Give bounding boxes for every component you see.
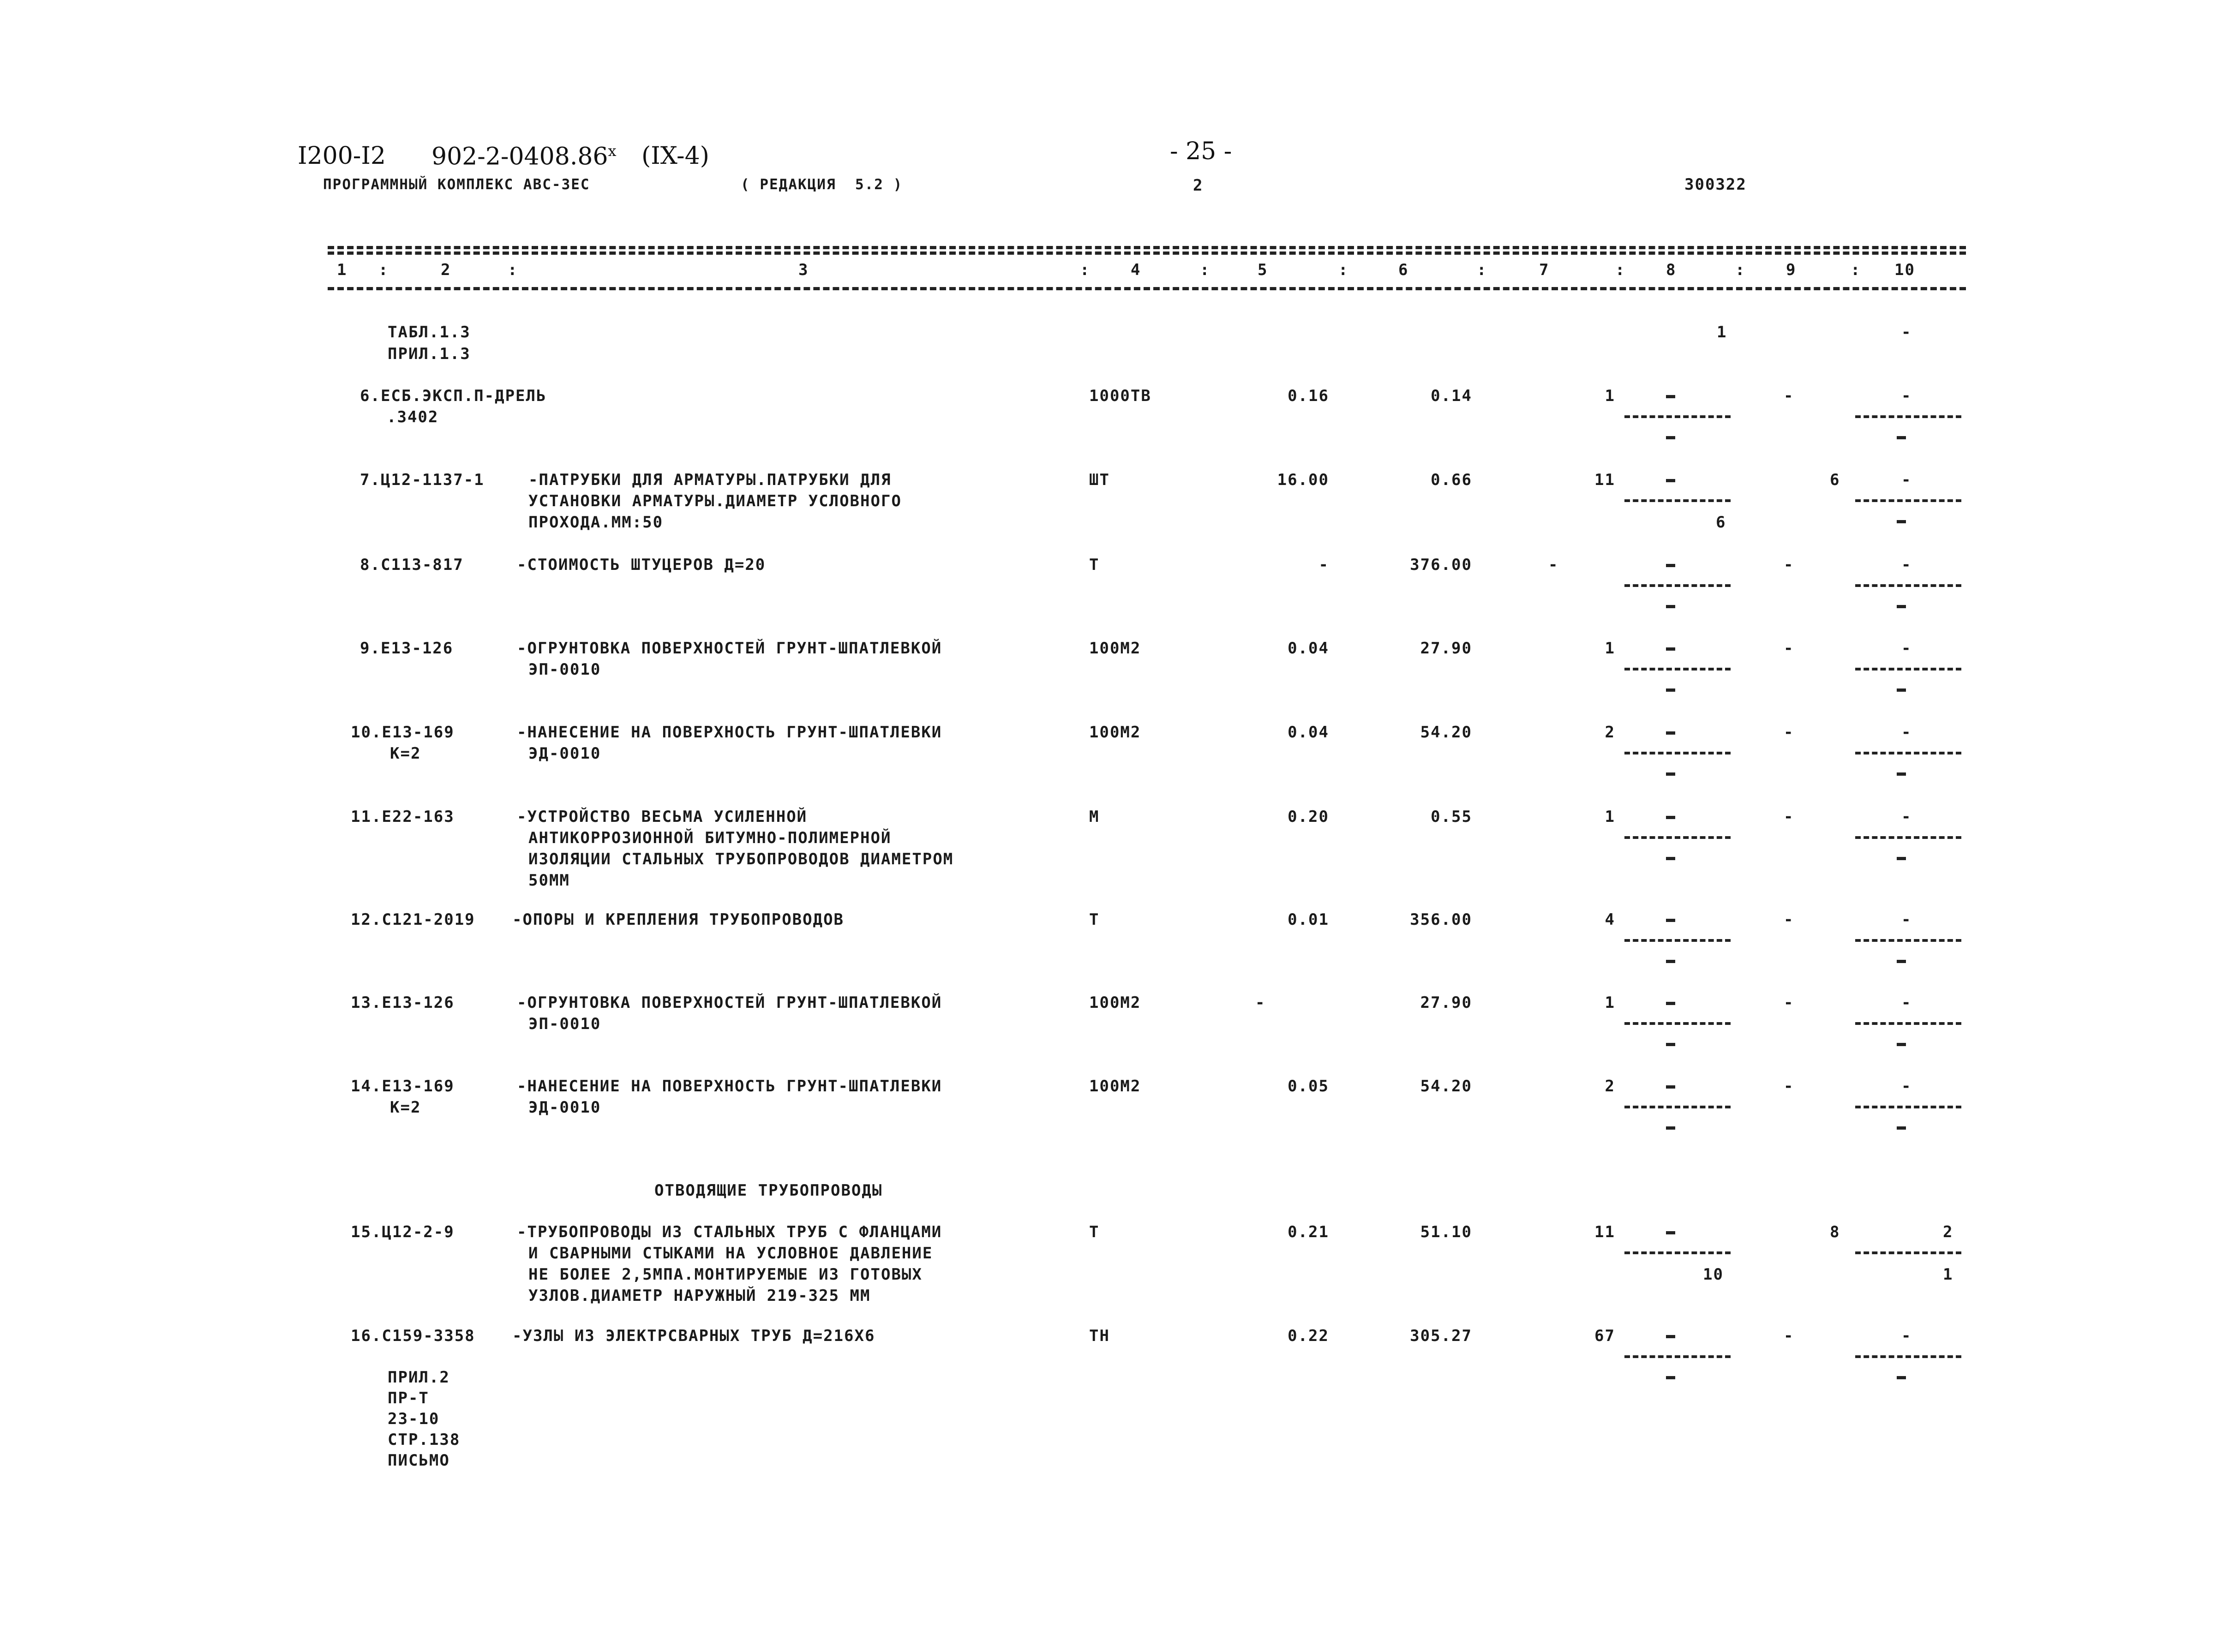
row-name-cont: АНТИКОРРОЗИОННОЙ БИТУМНО-ПОЛИМЕРНОЙ xyxy=(528,829,892,847)
fraction-bottom xyxy=(1897,436,1906,439)
sep: : xyxy=(1477,261,1487,279)
ref-line: ПР-Т xyxy=(388,1389,429,1407)
row-c10: - xyxy=(1901,471,1912,489)
row-qty: 0.16 xyxy=(1288,387,1329,405)
row-name-cont: ИЗОЛЯЦИИ СТАЛЬНЫХ ТРУБОПРОВОДОВ ДИАМЕТРОМ xyxy=(528,850,954,868)
fraction-bar xyxy=(1855,752,1961,754)
row-code-cont: К=2 xyxy=(390,1098,421,1117)
row-qty: 0.22 xyxy=(1288,1327,1329,1345)
doc-code: I200-I2 xyxy=(298,142,386,170)
fraction-bar xyxy=(1624,1022,1731,1025)
fraction-bar xyxy=(1624,1106,1731,1108)
sep: : xyxy=(1338,261,1349,279)
row-price: 356.00 xyxy=(1410,910,1472,929)
row-code: 7.Ц12-1137-1 xyxy=(360,471,485,489)
row-c9: - xyxy=(1784,556,1794,574)
fraction-top xyxy=(1666,479,1675,482)
col-6: 6 xyxy=(1398,261,1409,279)
fraction-bar xyxy=(1855,1251,1961,1254)
row-c9: - xyxy=(1784,387,1794,405)
row-unit: Т xyxy=(1089,910,1100,929)
row-c8-bottom: 6 xyxy=(1716,513,1726,532)
row-unit: Т xyxy=(1089,556,1100,574)
row-name: -УСТРОЙСТВО ВЕСЬМА УСИЛЕННОЙ xyxy=(517,808,808,826)
sep: : xyxy=(378,261,389,279)
fraction-bottom xyxy=(1897,1126,1906,1130)
ref-line: ПИСЬМО xyxy=(388,1451,450,1470)
fraction-bar xyxy=(1624,668,1731,670)
sep: : xyxy=(508,261,518,279)
page-number: - 25 - xyxy=(1170,138,1232,165)
fraction-bottom xyxy=(1666,1043,1675,1046)
row-name-cont: ЭП-0010 xyxy=(528,1015,601,1033)
project-number: 902-2-0408.86 xyxy=(431,143,608,171)
fraction-top xyxy=(1666,1231,1675,1234)
row-price: 27.90 xyxy=(1420,639,1472,658)
fraction-bar xyxy=(1624,836,1731,839)
row-code: 16.С159-3358 xyxy=(351,1327,475,1345)
row-qty: 0.04 xyxy=(1288,639,1329,658)
row-qty: 0.21 xyxy=(1288,1223,1329,1241)
row-price: 0.55 xyxy=(1431,808,1472,826)
row-name: -ОПОРЫ И КРЕПЛЕНИЯ ТРУБОПРОВОДОВ xyxy=(512,910,845,929)
fraction-bar xyxy=(1855,415,1961,418)
row-code-cont: .3402 xyxy=(387,408,439,426)
fraction-bottom xyxy=(1666,688,1675,692)
row-code: 11.Е22-163 xyxy=(351,808,455,826)
row-code: 14.Е13-169 xyxy=(351,1077,455,1095)
fraction-bottom xyxy=(1666,960,1675,963)
col-4: 4 xyxy=(1131,261,1141,279)
fraction-bottom xyxy=(1897,1376,1906,1379)
row-name-cont: НЕ БОЛЕЕ 2,5МПА.МОНТИРУЕМЫЕ ИЗ ГОТОВЫХ xyxy=(528,1265,923,1284)
row-qty: - xyxy=(1255,994,1266,1012)
row-name-cont: ЭД-0010 xyxy=(528,744,601,763)
row-c10: - xyxy=(1901,387,1912,405)
row-c10: - xyxy=(1901,723,1912,742)
row-c7: - xyxy=(1548,556,1559,574)
row-c7: 4 xyxy=(1605,910,1615,929)
row-c9: 6 xyxy=(1830,471,1840,489)
row-code: 15.Ц12-2-9 xyxy=(351,1223,455,1241)
row-c7: 1 xyxy=(1605,387,1615,405)
row-name-cont: И СВАРНЫМИ СТЫКАМИ НА УСЛОВНОЕ ДАВЛЕНИЕ xyxy=(528,1244,933,1263)
row-name-cont: ЭП-0010 xyxy=(528,660,601,679)
row-c9: - xyxy=(1784,808,1794,826)
fraction-bar xyxy=(1855,939,1961,942)
row-c10: - xyxy=(1901,808,1912,826)
col-9: 9 xyxy=(1786,261,1797,279)
row-c9: - xyxy=(1784,1327,1794,1345)
fraction-bottom xyxy=(1666,857,1675,860)
row-c10: - xyxy=(1901,994,1912,1012)
row-code: 6.ЕСБ.ЭКСП.П-ДРЕЛЬ xyxy=(360,387,547,405)
row-c10-bottom: 1 xyxy=(1943,1265,1953,1284)
row-price: 376.00 xyxy=(1410,556,1472,574)
col-1: 1 xyxy=(337,261,348,279)
row-price: 27.90 xyxy=(1420,994,1472,1012)
fraction-bottom xyxy=(1897,688,1906,692)
row-price: 54.20 xyxy=(1420,1077,1472,1095)
row-name-cont: 50ММ xyxy=(528,871,570,890)
sep: : xyxy=(1200,261,1210,279)
ref-line: ТАБЛ.1.3 xyxy=(388,323,471,341)
fraction-top xyxy=(1666,564,1675,567)
ref-line: СТР.138 xyxy=(388,1431,461,1449)
fraction-bar xyxy=(1624,584,1731,587)
row-c10: - xyxy=(1901,556,1912,574)
col-8: 8 xyxy=(1666,261,1677,279)
table-top-rule xyxy=(328,246,1966,249)
fraction-bar xyxy=(1855,1355,1961,1358)
row-unit: 100М2 xyxy=(1089,994,1141,1012)
edition: ( РЕДАКЦИЯ 5.2 ) xyxy=(741,176,903,193)
row-unit: 100М2 xyxy=(1089,723,1141,742)
ref-line: ПРИЛ.2 xyxy=(388,1368,450,1387)
table-top-rule-2 xyxy=(328,251,1966,255)
fraction-bottom xyxy=(1666,436,1675,439)
fraction-top xyxy=(1666,919,1675,922)
fraction-bar xyxy=(1855,499,1961,502)
row-name: -ТРУБОПРОВОДЫ ИЗ СТАЛЬНЫХ ТРУБ С ФЛАНЦАМИ xyxy=(517,1223,942,1241)
fraction-top xyxy=(1666,395,1675,398)
sep: : xyxy=(1615,261,1626,279)
program-title: ПРОГРАММНЫЙ КОМПЛЕКС АВС-ЗЕС xyxy=(323,176,590,193)
fraction-top xyxy=(1666,816,1675,819)
row-unit: ШТ xyxy=(1089,471,1110,489)
row-c9: - xyxy=(1784,639,1794,658)
row-price: 54.20 xyxy=(1420,723,1472,742)
row-c8-bottom: 10 xyxy=(1703,1265,1724,1284)
row-name: -ОГРУНТОВКА ПОВЕРХНОСТЕЙ ГРУНТ-ШПАТЛЕВКОЙ xyxy=(517,639,942,658)
fraction-top xyxy=(1666,1002,1675,1005)
row-c7: 11 xyxy=(1594,1223,1615,1241)
row-code: 13.Е13-126 xyxy=(351,994,455,1012)
row-qty: 0.04 xyxy=(1288,723,1329,742)
row-name-cont: ЭД-0010 xyxy=(528,1098,601,1117)
row-qty: 16.00 xyxy=(1277,471,1329,489)
fraction-bar xyxy=(1855,1022,1961,1025)
fraction-top xyxy=(1666,1085,1675,1089)
row-c7: 11 xyxy=(1594,471,1615,489)
fraction-bar xyxy=(1624,939,1731,942)
row-unit: 100М2 xyxy=(1089,639,1141,658)
project-superscript: x xyxy=(608,142,617,160)
row-c10: - xyxy=(1901,639,1912,658)
row-c7: 1 xyxy=(1605,994,1615,1012)
row-unit: 1000ТВ xyxy=(1089,387,1151,405)
row-code: 9.Е13-126 xyxy=(360,639,454,658)
ref-col10: - xyxy=(1901,323,1912,341)
fraction-bar xyxy=(1624,1251,1731,1254)
fraction-bottom xyxy=(1666,605,1675,608)
fraction-bottom xyxy=(1666,772,1675,776)
row-c7: 2 xyxy=(1605,1077,1615,1095)
fraction-bar xyxy=(1624,1355,1731,1358)
row-code: 10.Е13-169 xyxy=(351,723,455,742)
fraction-bar xyxy=(1624,752,1731,754)
header-sub: 2 xyxy=(1193,176,1204,195)
fraction-bottom xyxy=(1666,1376,1675,1379)
row-c9: - xyxy=(1784,1077,1794,1095)
row-c10: - xyxy=(1901,910,1912,929)
row-name-cont: ПРОХОДА.ММ:50 xyxy=(528,513,664,532)
project-code xyxy=(431,142,617,170)
row-qty: - xyxy=(1318,556,1329,574)
row-name: -ОГРУНТОВКА ПОВЕРХНОСТЕЙ ГРУНТ-ШПАТЛЕВКОЙ xyxy=(517,994,942,1012)
row-qty: 0.01 xyxy=(1288,910,1329,929)
ref-col8: 1 xyxy=(1717,323,1727,341)
row-c7: 67 xyxy=(1594,1327,1615,1345)
row-c10: - xyxy=(1901,1077,1912,1095)
sheet-code: (IX-4) xyxy=(641,142,709,170)
row-qty: 0.05 xyxy=(1288,1077,1329,1095)
row-c9: - xyxy=(1784,723,1794,742)
row-price: 51.10 xyxy=(1420,1223,1472,1241)
fraction-bar xyxy=(1855,668,1961,670)
row-unit: Т xyxy=(1089,1223,1100,1241)
row-name: -ПАТРУБКИ ДЛЯ АРМАТУРЫ.ПАТРУБКИ ДЛЯ xyxy=(528,471,892,489)
sep: : xyxy=(1080,261,1091,279)
row-name: -СТОИМОСТЬ ШТУЦЕРОВ Д=20 xyxy=(517,556,766,574)
row-price: 305.27 xyxy=(1410,1327,1472,1345)
row-name: -НАНЕСЕНИЕ НА ПОВЕРХНОСТЬ ГРУНТ-ШПАТЛЕВКИ xyxy=(517,723,942,742)
fraction-bottom xyxy=(1897,605,1906,608)
table-header-rule xyxy=(328,287,1966,290)
fraction-bottom xyxy=(1666,1126,1675,1130)
row-name: -УЗЛЫ ИЗ ЭЛЕКТРСВАРНЫХ ТРУБ Д=216Х6 xyxy=(512,1327,875,1345)
row-name: -НАНЕСЕНИЕ НА ПОВЕРХНОСТЬ ГРУНТ-ШПАТЛЕВКИ xyxy=(517,1077,942,1095)
fraction-bar xyxy=(1855,836,1961,839)
row-name-cont: УЗЛОВ.ДИАМЕТР НАРУЖНЫЙ 219-325 ММ xyxy=(528,1287,871,1305)
row-unit: М xyxy=(1089,808,1100,826)
header-code: 300322 xyxy=(1684,175,1747,194)
row-c9: - xyxy=(1784,910,1794,929)
row-name-cont: УСТАНОВКИ АРМАТУРЫ.ДИАМЕТР УСЛОВНОГО xyxy=(528,492,902,510)
row-c9: - xyxy=(1784,994,1794,1012)
fraction-bottom xyxy=(1897,520,1906,523)
row-c7: 1 xyxy=(1605,808,1615,826)
col-10: 10 xyxy=(1894,261,1915,279)
fraction-bar xyxy=(1855,584,1961,587)
fraction-top xyxy=(1666,647,1675,651)
ref-line: 23-10 xyxy=(388,1410,440,1428)
row-unit: 100М2 xyxy=(1089,1077,1141,1095)
sep: : xyxy=(1851,261,1861,279)
col-5: 5 xyxy=(1258,261,1268,279)
row-c10: - xyxy=(1901,1327,1912,1345)
row-unit: ТН xyxy=(1089,1327,1110,1345)
fraction-top xyxy=(1666,731,1675,735)
fraction-bottom xyxy=(1897,1043,1906,1046)
fraction-bottom xyxy=(1897,960,1906,963)
fraction-bottom xyxy=(1897,857,1906,860)
row-code: 8.С113-817 xyxy=(360,556,464,574)
fraction-bottom xyxy=(1897,772,1906,776)
row-price: 0.66 xyxy=(1431,471,1472,489)
fraction-bar xyxy=(1855,1106,1961,1108)
col-7: 7 xyxy=(1539,261,1550,279)
row-c7: 1 xyxy=(1605,639,1615,658)
sep: : xyxy=(1735,261,1746,279)
row-c9: 8 xyxy=(1830,1223,1840,1241)
fraction-bar xyxy=(1624,415,1731,418)
section-title: ОТВОДЯЩИЕ ТРУБОПРОВОДЫ xyxy=(654,1181,883,1200)
row-code-cont: К=2 xyxy=(390,744,421,763)
row-qty: 0.20 xyxy=(1288,808,1329,826)
row-c7: 2 xyxy=(1605,723,1615,742)
row-price: 0.14 xyxy=(1431,387,1472,405)
ref-line: ПРИЛ.1.3 xyxy=(388,345,471,363)
col-2: 2 xyxy=(441,261,451,279)
fraction-top xyxy=(1666,1335,1675,1338)
row-c10: 2 xyxy=(1943,1223,1953,1241)
fraction-bar xyxy=(1624,499,1731,502)
col-3: 3 xyxy=(798,261,809,279)
row-code: 12.С121-2019 xyxy=(351,910,475,929)
